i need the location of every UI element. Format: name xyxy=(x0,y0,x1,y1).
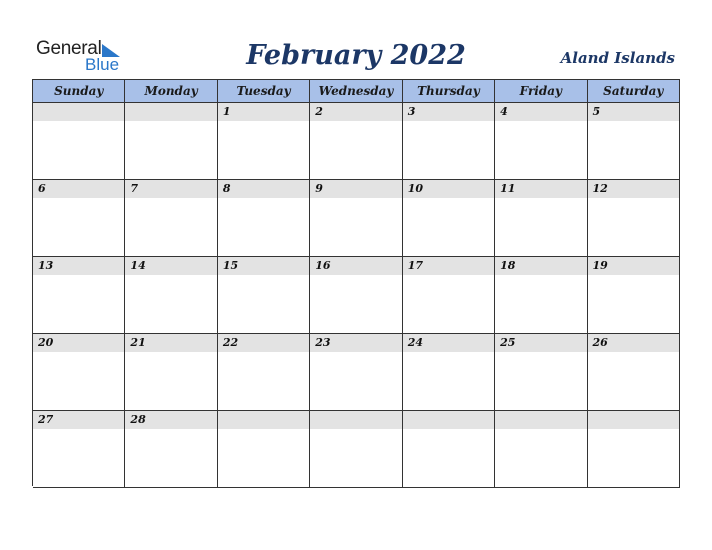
calendar-grid xyxy=(32,79,680,486)
day-cell xyxy=(218,334,310,411)
day-number: 7 xyxy=(125,180,216,198)
day-number xyxy=(33,103,124,121)
day-number: 5 xyxy=(588,103,679,121)
day-number: 23 xyxy=(310,334,401,352)
day-cell xyxy=(588,334,680,411)
day-cell xyxy=(588,103,680,180)
week-row-4 xyxy=(33,334,680,411)
day-number: 10 xyxy=(403,180,494,198)
day-number: 21 xyxy=(125,334,216,352)
day-cell xyxy=(495,180,587,257)
day-cell xyxy=(218,411,310,488)
day-cell xyxy=(33,257,125,334)
weekday-saturday: Saturday xyxy=(588,80,680,103)
weekday-friday: Friday xyxy=(495,80,587,103)
day-cell xyxy=(588,257,680,334)
day-number: 14 xyxy=(125,257,216,275)
day-cell xyxy=(310,103,402,180)
day-cell xyxy=(403,257,495,334)
day-cell xyxy=(588,411,680,488)
day-number: 27 xyxy=(33,411,124,429)
day-cell xyxy=(403,411,495,488)
day-number: 6 xyxy=(33,180,124,198)
day-number: 4 xyxy=(495,103,586,121)
day-cell xyxy=(495,411,587,488)
day-cell xyxy=(125,180,217,257)
day-cell xyxy=(310,180,402,257)
day-cell xyxy=(125,411,217,488)
logo-blue-text: Blue xyxy=(85,55,120,74)
day-cell xyxy=(125,257,217,334)
day-cell xyxy=(33,334,125,411)
day-number: 12 xyxy=(588,180,679,198)
day-cell xyxy=(495,257,587,334)
day-number xyxy=(588,411,679,429)
day-cell xyxy=(33,180,125,257)
day-number: 18 xyxy=(495,257,586,275)
country-name: Aland Islands xyxy=(560,49,675,67)
day-number xyxy=(403,411,494,429)
weekday-header-row xyxy=(33,80,680,103)
day-cell xyxy=(403,334,495,411)
day-cell xyxy=(125,103,217,180)
day-cell xyxy=(495,103,587,180)
day-number: 1 xyxy=(218,103,309,121)
day-number: 11 xyxy=(495,180,586,198)
day-cell xyxy=(495,334,587,411)
day-cell xyxy=(218,103,310,180)
day-cell xyxy=(218,180,310,257)
day-number xyxy=(495,411,586,429)
day-number: 8 xyxy=(218,180,309,198)
day-cell xyxy=(588,180,680,257)
weekday-monday: Monday xyxy=(125,80,217,103)
day-number: 2 xyxy=(310,103,401,121)
week-row-2 xyxy=(33,180,680,257)
day-number: 25 xyxy=(495,334,586,352)
day-cell xyxy=(33,411,125,488)
day-number: 13 xyxy=(33,257,124,275)
day-number: 26 xyxy=(588,334,679,352)
week-row-3 xyxy=(33,257,680,334)
week-row-1 xyxy=(33,103,680,180)
day-number xyxy=(125,103,216,121)
day-cell xyxy=(403,180,495,257)
day-number: 15 xyxy=(218,257,309,275)
weekday-wednesday: Wednesday xyxy=(310,80,402,103)
day-cell xyxy=(403,103,495,180)
day-number xyxy=(310,411,401,429)
day-number: 28 xyxy=(125,411,216,429)
weekday-sunday: Sunday xyxy=(33,80,125,103)
day-number: 17 xyxy=(403,257,494,275)
day-number: 22 xyxy=(218,334,309,352)
day-number xyxy=(218,411,309,429)
day-number: 16 xyxy=(310,257,401,275)
day-number: 3 xyxy=(403,103,494,121)
day-cell xyxy=(218,257,310,334)
weekday-tuesday: Tuesday xyxy=(218,80,310,103)
day-cell xyxy=(310,411,402,488)
day-cell xyxy=(310,257,402,334)
logo-general-text: General xyxy=(36,38,102,59)
day-number: 19 xyxy=(588,257,679,275)
week-row-5 xyxy=(33,411,680,488)
day-cell xyxy=(125,334,217,411)
day-number: 24 xyxy=(403,334,494,352)
day-cell xyxy=(33,103,125,180)
day-number: 20 xyxy=(33,334,124,352)
calendar-title: February 2022 xyxy=(246,40,466,71)
day-number: 9 xyxy=(310,180,401,198)
day-cell xyxy=(310,334,402,411)
weekday-thursday: Thursday xyxy=(403,80,495,103)
